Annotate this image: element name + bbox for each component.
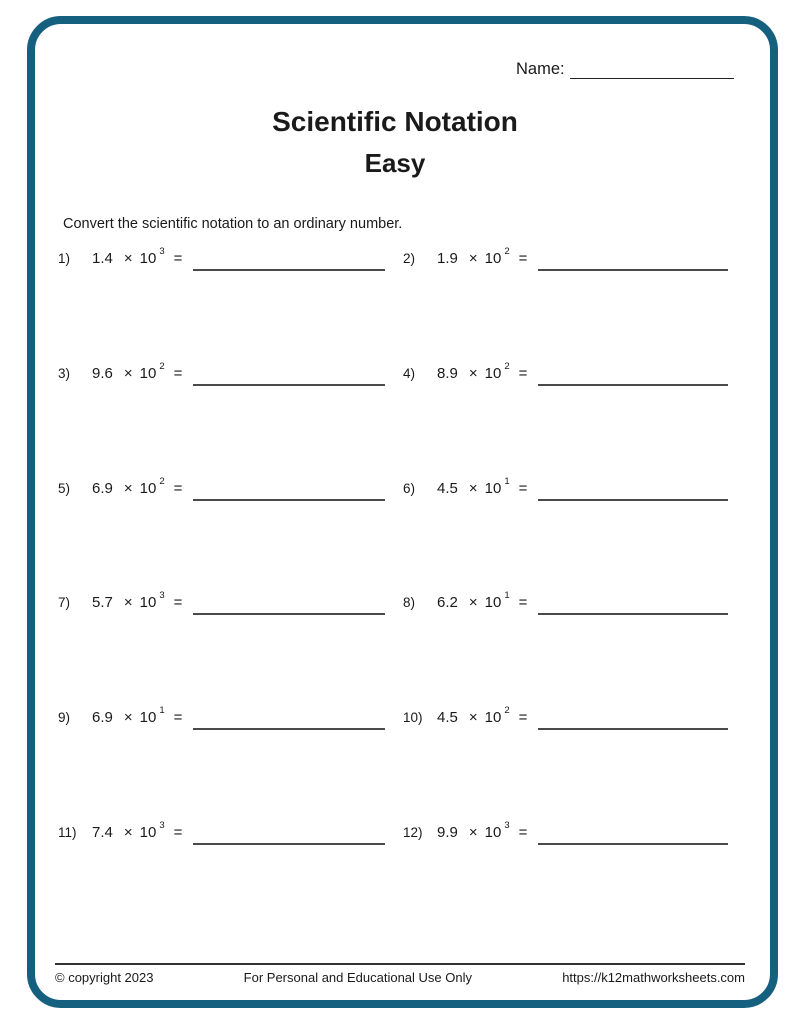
times-sign: × (123, 823, 133, 841)
exponent: 2 (504, 705, 510, 717)
equals-sign: = (518, 709, 528, 727)
usage-text: For Personal and Educational Use Only (243, 970, 473, 985)
base-ten: 10 (484, 479, 502, 497)
times-sign: × (468, 709, 478, 727)
problem-number: 6) (403, 480, 416, 496)
coefficient: 1.4 (92, 250, 113, 267)
problem-2 (403, 246, 728, 365)
answer-blank[interactable] (193, 709, 385, 730)
equals-sign: = (518, 823, 528, 841)
answer-blank[interactable] (538, 709, 728, 730)
problem-number: 10) (403, 710, 423, 726)
coefficient: 6.9 (92, 709, 113, 727)
problem-number: 4) (403, 365, 416, 381)
equals-sign: = (173, 364, 183, 382)
base-ten: 10 (484, 594, 502, 612)
footer (55, 970, 745, 985)
equals-sign: = (518, 479, 528, 497)
exponent: 1 (504, 590, 510, 602)
answer-blank[interactable] (538, 480, 728, 501)
answer-blank[interactable] (538, 824, 728, 845)
problem-number: 8) (403, 595, 416, 611)
times-sign: × (123, 479, 133, 497)
times-sign: × (468, 250, 478, 267)
coefficient: 5.7 (92, 594, 113, 612)
exponent: 2 (159, 360, 165, 372)
equals-sign: = (518, 364, 528, 382)
base-ten: 10 (484, 364, 502, 382)
problem-number: 12) (403, 824, 423, 840)
problem-7 (58, 590, 403, 709)
answer-blank[interactable] (538, 250, 728, 271)
base-ten: 10 (484, 823, 502, 841)
times-sign: × (468, 364, 478, 382)
coefficient: 1.9 (437, 250, 458, 267)
problem-9 (58, 705, 403, 824)
instruction-text: Convert the scientific notation to an ordinary number. (63, 216, 403, 232)
problem-4 (403, 360, 728, 480)
title-block (0, 106, 790, 178)
base-ten: 10 (139, 823, 157, 841)
answer-blank[interactable] (538, 594, 728, 615)
exponent: 1 (159, 705, 165, 717)
coefficient: 9.6 (92, 364, 113, 382)
problem-number: 1) (58, 251, 71, 266)
footer-divider (55, 963, 745, 965)
problem-8 (403, 590, 728, 709)
times-sign: × (468, 823, 478, 841)
problem-1 (58, 246, 403, 365)
base-ten: 10 (484, 250, 502, 267)
problem-12 (403, 819, 728, 939)
equals-sign: = (173, 479, 183, 497)
base-ten: 10 (484, 709, 502, 727)
equals-sign: = (173, 823, 183, 841)
base-ten: 10 (139, 479, 157, 497)
exponent: 3 (504, 819, 510, 831)
problem-10 (403, 705, 728, 824)
times-sign: × (123, 364, 133, 382)
problem-6 (403, 475, 728, 595)
page-title: Scientific Notation (272, 106, 518, 137)
name-row (516, 60, 734, 79)
problem-number: 7) (58, 595, 71, 611)
name-blank[interactable] (570, 60, 734, 79)
website-link[interactable]: https://k12mathworksheets.com (562, 970, 745, 985)
times-sign: × (123, 594, 133, 612)
problem-3 (58, 360, 403, 480)
answer-blank[interactable] (193, 480, 385, 501)
exponent: 2 (504, 246, 510, 257)
problem-number: 9) (58, 710, 71, 726)
name-label: Name: (516, 60, 565, 78)
times-sign: × (123, 709, 133, 727)
equals-sign: = (173, 709, 183, 727)
coefficient: 9.9 (437, 823, 458, 841)
exponent: 3 (159, 246, 165, 257)
coefficient: 7.4 (92, 823, 113, 841)
base-ten: 10 (139, 364, 157, 382)
coefficient: 4.5 (437, 709, 458, 727)
coefficient: 8.9 (437, 364, 458, 382)
problem-number: 5) (58, 480, 71, 496)
problem-5 (58, 475, 403, 595)
coefficient: 4.5 (437, 479, 458, 497)
exponent: 1 (504, 475, 510, 487)
answer-blank[interactable] (193, 365, 385, 386)
exponent: 3 (159, 590, 165, 602)
page-subtitle: Easy (364, 148, 426, 178)
equals-sign: = (518, 594, 528, 612)
equals-sign: = (173, 250, 183, 267)
equals-sign: = (518, 250, 528, 267)
coefficient: 6.2 (437, 594, 458, 612)
problem-number: 3) (58, 365, 71, 381)
times-sign: × (123, 250, 133, 267)
exponent: 2 (159, 475, 165, 487)
base-ten: 10 (139, 250, 157, 267)
problems-grid (58, 246, 728, 939)
times-sign: × (468, 594, 478, 612)
answer-blank[interactable] (538, 365, 728, 386)
coefficient: 6.9 (92, 479, 113, 497)
problem-number: 2) (403, 251, 416, 266)
answer-blank[interactable] (193, 250, 385, 271)
equals-sign: = (173, 594, 183, 612)
exponent: 3 (159, 819, 165, 831)
problem-11 (58, 819, 403, 939)
copyright-text: © copyright 2023 (55, 970, 154, 985)
base-ten: 10 (139, 709, 157, 727)
answer-blank[interactable] (193, 824, 385, 845)
answer-blank[interactable] (193, 594, 385, 615)
problem-number: 11) (58, 824, 77, 840)
times-sign: × (468, 479, 478, 497)
base-ten: 10 (139, 594, 157, 612)
exponent: 2 (504, 360, 510, 372)
